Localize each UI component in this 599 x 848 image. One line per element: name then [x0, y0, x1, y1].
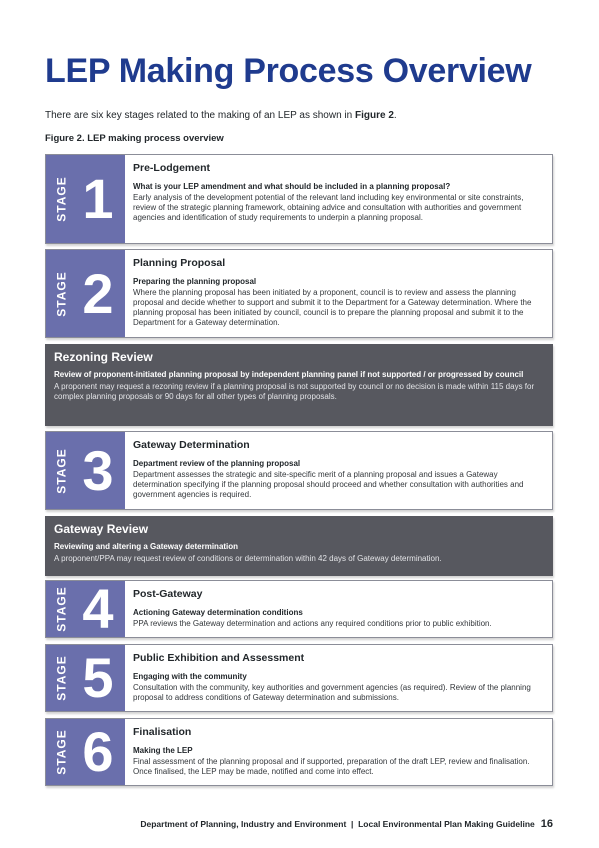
intro-text-end: . — [393, 110, 397, 121]
stage-subtitle: Department review of the planning proposal — [133, 459, 301, 468]
review-title: Gateway Review — [54, 522, 149, 536]
stage-title: Public Exhibition and Assessment — [133, 652, 305, 664]
stage-tab — [46, 155, 125, 243]
stage-subtitle: Preparing the planning proposal — [133, 277, 257, 286]
figure-caption: Figure 2. LEP making process overview — [45, 133, 224, 144]
stage-number: 4 — [82, 577, 114, 640]
page-number: 16 — [540, 818, 553, 830]
stage-label: STAGE — [55, 655, 70, 701]
stage-3-card — [45, 431, 553, 510]
footer-text: Department of Planning, Industry and Environment | Local Environmental Plan Making Guideline — [140, 819, 535, 829]
intro-paragraph — [45, 110, 397, 121]
stage-label: STAGE — [55, 270, 70, 317]
review-subtitle: Reviewing and altering a Gateway determination — [54, 542, 239, 551]
stage-title: Finalisation — [133, 726, 192, 738]
stage-description: Consultation with the community, key authorities and government agencies (as required). Review of the planning proposal to address conditions of Gateway determination and submissions. — [133, 683, 531, 702]
stage-number: 3 — [82, 438, 114, 502]
page-title: LEP Making Process Overview — [45, 52, 532, 90]
stage-subtitle: Making the LEP — [133, 746, 193, 755]
stage-5-card — [45, 644, 553, 712]
stage-title: Pre-Lodgement — [133, 162, 211, 174]
review-title: Rezoning Review — [54, 350, 153, 364]
stage-subtitle: Actioning Gateway determination conditions — [133, 608, 303, 617]
stage-tab — [46, 719, 125, 785]
stage-title: Post-Gateway — [133, 588, 203, 600]
stage-title: Gateway Determination — [133, 439, 250, 451]
stage-tab — [46, 250, 125, 337]
stage-tab — [46, 645, 125, 711]
stage-description: Final assessment of the planning proposal and if supported, preparation of the draft LEP, review and finalisation. Once finalised, the LEP may be made, notified and come into effect. — [133, 757, 530, 776]
stage-4-card — [45, 577, 553, 640]
rezoning-review-card — [45, 344, 553, 426]
gateway-review-card — [45, 516, 553, 576]
stage-subtitle: Engaging with the community — [133, 672, 247, 681]
stage-label: STAGE — [55, 729, 70, 775]
stage-description: Where the planning proposal has been initiated by a proponent, council is to review and assess the planning proposal and decide whether to support and submit it to the Department for a Gateway determination. Where the planning proposal has been initiated by council, council is to prepare the planning proposal and submit it to the Department for a Gateway determination. — [133, 288, 532, 327]
stage-tab — [46, 577, 125, 640]
stage-label: STAGE — [55, 586, 70, 632]
stage-label: STAGE — [55, 447, 70, 494]
review-subtitle: Review of proponent-initiated planning proposal by independent planning panel if not supported / or progressed by council — [54, 370, 524, 379]
stage-description: PPA reviews the Gateway determination and actions any required conditions prior to public exhibition. — [133, 619, 492, 628]
stage-number: 6 — [82, 720, 114, 783]
stage-2-card — [45, 249, 553, 338]
stage-1-card — [45, 154, 553, 244]
intro-text: There are six key stages related to the making of an LEP as shown in — [45, 110, 355, 121]
stage-6-card — [45, 718, 553, 786]
review-description: A proponent/PPA may request review of conditions or determination within 42 days of Gateway determination. — [54, 554, 442, 563]
stage-number: 1 — [82, 167, 114, 230]
stage-subtitle: What is your LEP amendment and what should be included in a planning proposal? — [133, 182, 451, 191]
stage-tab — [46, 432, 125, 509]
stage-description: Department assesses the strategic and site-specific merit of a planning proposal and issues a Gateway determination specifying if the planning proposal should proceed and whether consultation with authorities and government agencies is required. — [133, 470, 524, 499]
stage-label: STAGE — [55, 176, 70, 222]
stage-number: 2 — [82, 261, 114, 325]
stage-description: Early analysis of the development potential of the relevant land including key environmental or site constraints, review of the strategic planning framework, obtaining advice and consultation with authorities and government agencies and identification of study requirements to underpin a planning proposal. — [133, 193, 524, 222]
page-footer — [0, 818, 553, 830]
review-description: A proponent may request a rezoning review if a planning proposal is not supported by council or no decision is made within 115 days for complex planning proposals or 90 days for all other types of planning proposals. — [54, 382, 535, 401]
stage-number: 5 — [82, 646, 114, 709]
stage-title: Planning Proposal — [133, 257, 226, 269]
figure-reference: Figure 2 — [355, 110, 394, 121]
